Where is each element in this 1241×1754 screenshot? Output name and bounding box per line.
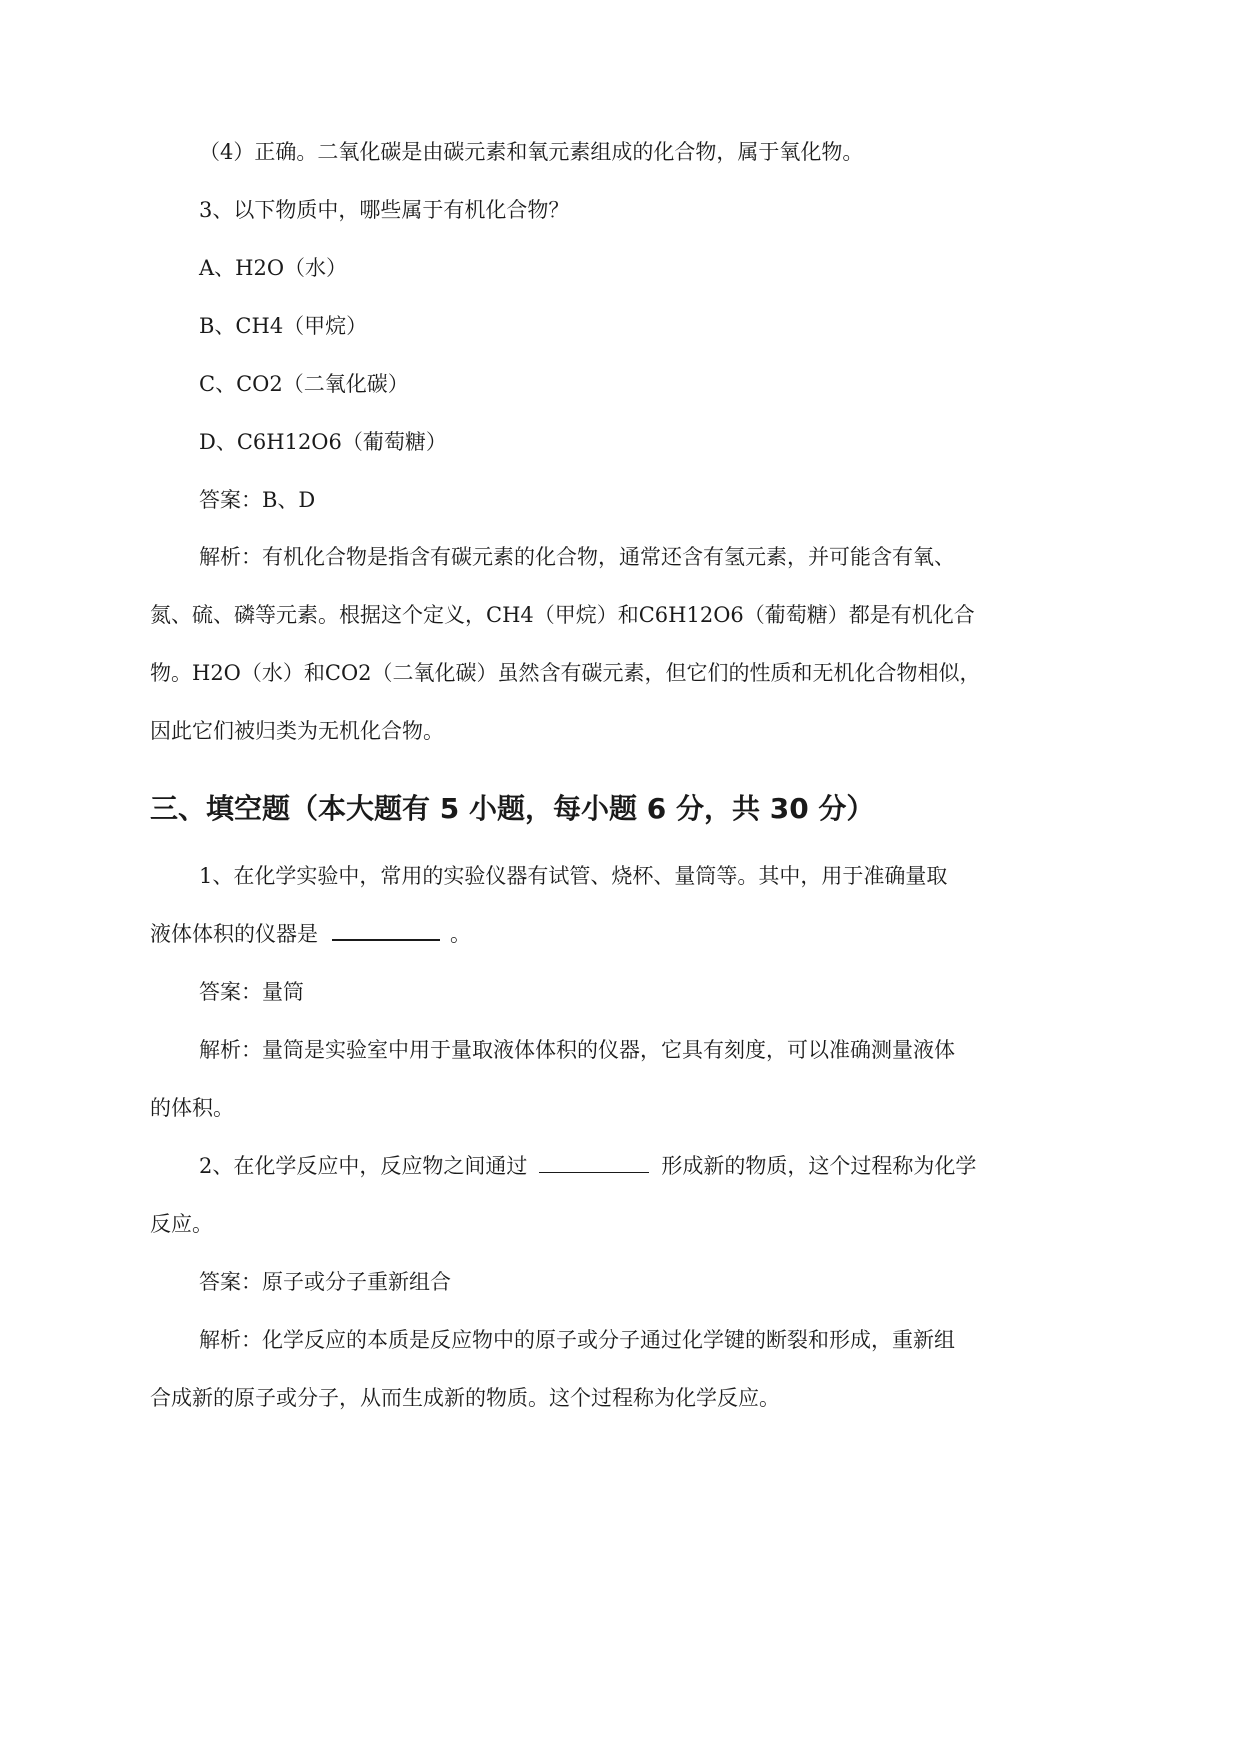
q3-answer: 答案：B、D <box>199 488 316 512</box>
q3-analysis-line-2: 氮、硫、磷等元素。根据这个定义，CH4（甲烷）和C6H12O6（葡萄糖）都是有机化合 <box>150 603 975 627</box>
fill2-line-1-before: 2、在化学反应中，反应物之间通过 <box>199 1154 528 1178</box>
fill1-line-1: 1、在化学实验中，常用的实验仪器有试管、烧杯、量筒等。其中，用于准确量取 <box>199 864 948 888</box>
fill2-line-2: 反应。 <box>150 1212 213 1236</box>
fill1-line-2-after: 。 <box>450 922 471 946</box>
fill2-analysis-line-2: 合成新的原子或分子，从而生成新的物质。这个过程称为化学反应。 <box>150 1386 780 1410</box>
fill2-analysis-line-1: 解析：化学反应的本质是反应物中的原子或分子通过化学键的断裂和形成，重新组 <box>199 1328 955 1352</box>
q3-option-a: A、H2O（水） <box>199 256 348 280</box>
fill2-answer: 答案：原子或分子重新组合 <box>199 1270 451 1294</box>
fill1-line-2 <box>150 920 1100 948</box>
q3-analysis-line-1: 解析：有机化合物是指含有碳元素的化合物，通常还含有氢元素，并可能含有氧、 <box>199 545 955 569</box>
q3-analysis-line-4: 因此它们被归类为无机化合物。 <box>150 719 444 743</box>
q3-option-c: C、CO2（二氧化碳） <box>199 372 409 396</box>
q3-option-d: D、C6H12O6（葡萄糖） <box>199 430 447 454</box>
section-3-heading: 三、填空题（本大题有 5 小题，每小题 6 分，共 30 分） <box>150 792 875 825</box>
fill1-analysis-line-1: 解析：量筒是实验室中用于量取液体体积的仪器，它具有刻度，可以准确测量液体 <box>199 1038 955 1062</box>
q3-stem: 3、以下物质中，哪些属于有机化合物？ <box>199 198 570 222</box>
q3-analysis-line-3: 物。H2O（水）和CO2（二氧化碳）虽然含有碳元素，但它们的性质和无机化合物相似， <box>150 661 981 685</box>
fill2-line-1-after: 形成新的物质，这个过程称为化学 <box>661 1154 977 1178</box>
fill1-analysis-line-2: 的体积。 <box>150 1096 234 1120</box>
q3-option-b: B、CH4（甲烷） <box>199 314 368 338</box>
fill2-answer-blank[interactable] <box>539 1154 649 1173</box>
fill2-line-1 <box>199 1152 1149 1180</box>
fill1-answer: 答案：量筒 <box>199 980 304 1004</box>
q2-item4-text: （4）正确。二氧化碳是由碳元素和氧元素组成的化合物，属于氧化物。 <box>199 140 864 164</box>
fill1-line-2-before: 液体体积的仪器是 <box>150 922 318 946</box>
fill1-answer-blank[interactable] <box>332 921 440 941</box>
